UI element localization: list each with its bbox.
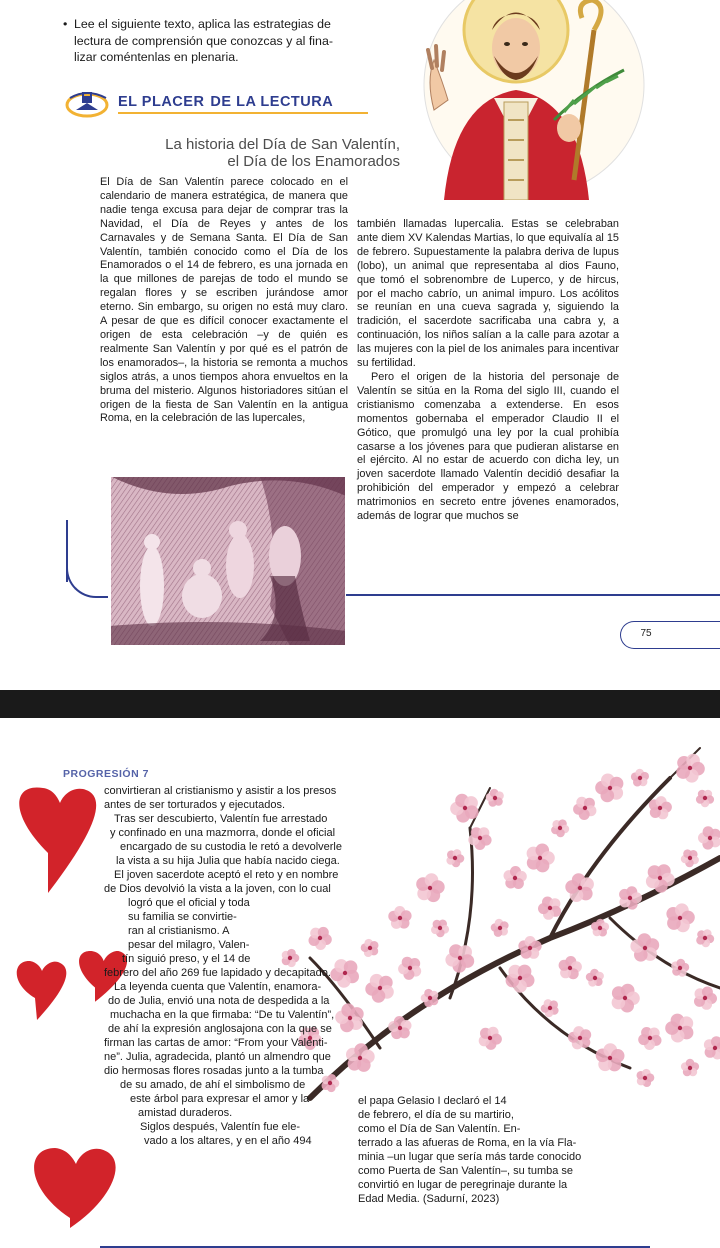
story-left-column (104, 784, 342, 1148)
text-line: La leyenda cuenta que Valentín, enamora- (114, 981, 322, 993)
text-line: de su amado, de ahí el simbolismo de (120, 1079, 306, 1091)
text-line: firman las cartas de amor: “From your Valenti- (104, 1037, 328, 1049)
text-line: minia –un lugar que sería más tarde conocido (358, 1151, 582, 1163)
blossom-flower-icon (565, 873, 594, 902)
blossom-flower-icon (559, 956, 582, 979)
text-line: amistad duraderos. (138, 1107, 233, 1119)
instruction-line: Lee el siguiente texto, aplica las estrategias de (74, 17, 331, 31)
blossom-flower-icon (518, 936, 541, 959)
text-line: logró que el oficial y toda (128, 897, 250, 909)
blossom-flower-icon (596, 1043, 625, 1071)
text-line: Siglos después, Valentín fue ele- (140, 1121, 301, 1133)
text-line: su familia se convirtie- (128, 911, 237, 923)
heart-icon (17, 961, 67, 1020)
blossom-flower-icon (696, 790, 714, 808)
lupercalia-engraving-image (110, 476, 346, 646)
paragraph: Pero el origen de la historia del personaje de Valentín se sitúa en la Roma del siglo III, cuando el cristianismo comenzaba a extenderse. En esos momentos gobernaba el emperador Claudio II el Gótico, que promulgó una ley por la cual prohibía casarse a los jóvenes para que pudieran alistarse en el ejército. Al no estar de acuerdo con dicha ley, un joven sacerdote llamado Valentín decidió desafiar la prohibición del emperador y empezó a celebrar matrimonios en secreto entre jóvenes enamorados, además de lograr que muchos se (357, 370, 619, 523)
blossom-flower-icon (506, 965, 535, 993)
blossom-flower-icon (638, 1027, 661, 1050)
article-title (110, 136, 400, 170)
text-line: terrado a las afueras de Roma, en la vía Fla- (358, 1137, 577, 1149)
text-line: Tras ser descubierto, Valentín fue arrestado (114, 813, 328, 825)
blossom-flower-icon (631, 769, 649, 787)
blossom-flowers (282, 754, 720, 1092)
text-line: tín siguió preso, y el 14 de (122, 953, 251, 965)
heart-icon (34, 1148, 116, 1228)
blossom-flower-icon (450, 794, 478, 823)
blossom-flower-icon (538, 897, 561, 920)
page-number-tab (620, 621, 720, 649)
blossom-flower-icon (388, 906, 411, 929)
text-line: este árbol para expresar el amor y la (130, 1093, 310, 1105)
instruction-line: lizar coméntenlas en plenaria. (74, 50, 239, 64)
text-line: de Dios devolvió la vista a la joven, con lo cual (104, 883, 331, 895)
text-line: ne”. Julia, agradecida, plantó un almendro que (104, 1051, 331, 1063)
text-line: el papa Gelasio I declaró el 14 (358, 1095, 507, 1107)
article-column-2 (357, 218, 619, 524)
text-line: convirtió en lugar de peregrinaje durante la (358, 1179, 568, 1191)
blossom-flower-icon (398, 957, 421, 980)
blossom-flower-icon (646, 864, 675, 893)
text-line: de ahí la expresión anglosajona con la que se (108, 1023, 332, 1035)
reading-book-icon (64, 88, 114, 118)
blossom-flower-icon (696, 929, 714, 947)
story-right-column (358, 1094, 620, 1206)
section-title-part2: DE LA LECTURA (210, 94, 334, 110)
article-title-line2: el Día de los Enamorados (227, 153, 400, 170)
bullet-icon: • (63, 17, 68, 31)
text-line: El joven sacerdote aceptó el reto y en nombre (114, 869, 339, 881)
text-line: ran al cristianismo. A (128, 925, 230, 937)
instruction-line: lectura de comprensión que conozcas y al fina- (74, 33, 333, 48)
text-line: la vista a su hija Julia que había nacido ciega. (116, 855, 340, 867)
section-title (118, 94, 333, 110)
divider (118, 112, 368, 114)
textbook-page-76 (0, 718, 720, 1248)
blossom-flower-icon (365, 974, 394, 1003)
blossom-flower-icon (665, 1014, 693, 1043)
text-line: de febrero, el día de su martirio, (358, 1109, 514, 1121)
frame-curve (66, 560, 108, 598)
blossom-flower-icon (445, 944, 474, 973)
blossom-flower-icon (676, 754, 705, 783)
blossom-flower-icon (649, 796, 672, 819)
blossom-flower-icon (504, 866, 527, 889)
text-line: do de Julia, envió una nota de despedida a la (108, 995, 330, 1007)
blossom-flower-icon (666, 903, 694, 932)
blossom-flower-icon (698, 826, 720, 849)
blossom-flower-icon (681, 1059, 699, 1077)
section-header (64, 88, 384, 118)
blossom-flower-icon (568, 1026, 591, 1049)
blossom-flower-icon (704, 1036, 720, 1059)
blossom-flower-icon (586, 969, 604, 987)
blossom-flower-icon (551, 819, 569, 837)
text-line: y confinado en una mazmorra, donde el oficial (110, 827, 336, 839)
paragraph: El Día de San Valentín parece colocado en el calendario de manera estratégica, de manera que nadie tenga excusa para dejar de comprar tras la Navidad, el Día de Reyes y antes de los Carnavales y de Semana Santa. El Día de San Valentín, también conocido como el Día de los Enamorados o el 14 de febrero, es una jornada en la que millones de parejas de todo el mundo se regalan flores y se escriben jurándose amor eterno. Sin embargo, su origen no está muy claro. A pesar de que es difícil conocer exactamente el origen de esta celebración –y de quién es realmente San Valentín y por qué es el patrón de los enamorados–, la historia se remonta a muchos siglos atrás, a unos tiempos ahora envueltos en la bruma del misterio. Algunos historiadores sitúan el origen de la fiesta de San Valentín en la antigua Roma, en la celebración de las lupercales, (100, 176, 348, 425)
blossom-flower-icon (694, 987, 717, 1010)
article-column-1 (100, 176, 348, 426)
text-line: febrero del año 269 fue lapidado y decapitado. (104, 967, 331, 979)
page-number: 75 (640, 628, 652, 639)
text-line: antes de ser torturados y ejecutados. (104, 799, 285, 811)
blossom-flower-icon (612, 984, 640, 1013)
blossom-flower-icon (637, 1069, 655, 1087)
blossom-flower-icon (361, 939, 379, 957)
blossom-flower-icon (431, 920, 449, 938)
text-line: como Puerta de San Valentín–, su tumba se (358, 1165, 574, 1177)
text-line: dio hermosas flores rosadas junto a la tumba (104, 1065, 324, 1077)
blossom-flower-icon (681, 849, 699, 867)
heart-icon (19, 787, 96, 893)
blossom-flower-icon (573, 797, 596, 820)
progression-label: PROGRESIÓN 7 (63, 768, 149, 780)
section-title-part1: EL PLACER (118, 94, 205, 110)
blossom-flower-icon (479, 1027, 502, 1050)
saint-valentine-illustration (404, 0, 654, 200)
blossom-flower-icon (527, 844, 555, 873)
text-line: Edad Media. (Sadurní, 2023) (358, 1193, 500, 1205)
blossom-flower-icon (619, 886, 642, 909)
text-line: encargado de su custodia le retó a devolverle (120, 841, 342, 853)
text-line: pesar del milagro, Valen- (128, 939, 250, 951)
blossom-flower-icon (630, 933, 659, 961)
blossom-flower-icon (491, 919, 509, 937)
blossom-flower-icon (446, 849, 464, 867)
instruction (63, 16, 364, 66)
article-title-line1: La historia del Día de San Valentín, (165, 136, 400, 153)
text-line: vado a los altares, y en el año 494 (144, 1135, 312, 1147)
text-line: muchacha en la que firmaba: “De tu Valentín”, (110, 1009, 335, 1021)
blossom-flower-icon (416, 873, 445, 902)
frame-bottom-line (346, 594, 720, 596)
paragraph: también llamadas lupercalia. Estas se celebraban ante diem XV Kalendas Martias, lo que equivalía al 15 de febrero. Supuestamente la palabra deriva de lupus (lobo), un animal que representaba al dios Fauno, que tomó el sobrenombre de Luperco, y de hircus, por el macho cabrío, un animal impuro. Los acólitos se reunían en una cueva sagrada y, siguiendo la tradición, el sacerdote sacrificaba una cabra y, a continuación, los niños salían a la calle para azotar a las mujeres con la piel de los animales para incentivar su fertilidad. (357, 218, 619, 370)
blossom-flower-icon (595, 774, 623, 803)
text-line: convirtieran al cristianismo y asistir a los presos (104, 785, 337, 797)
text-line: como el Día de San Valentín. En- (358, 1123, 521, 1135)
